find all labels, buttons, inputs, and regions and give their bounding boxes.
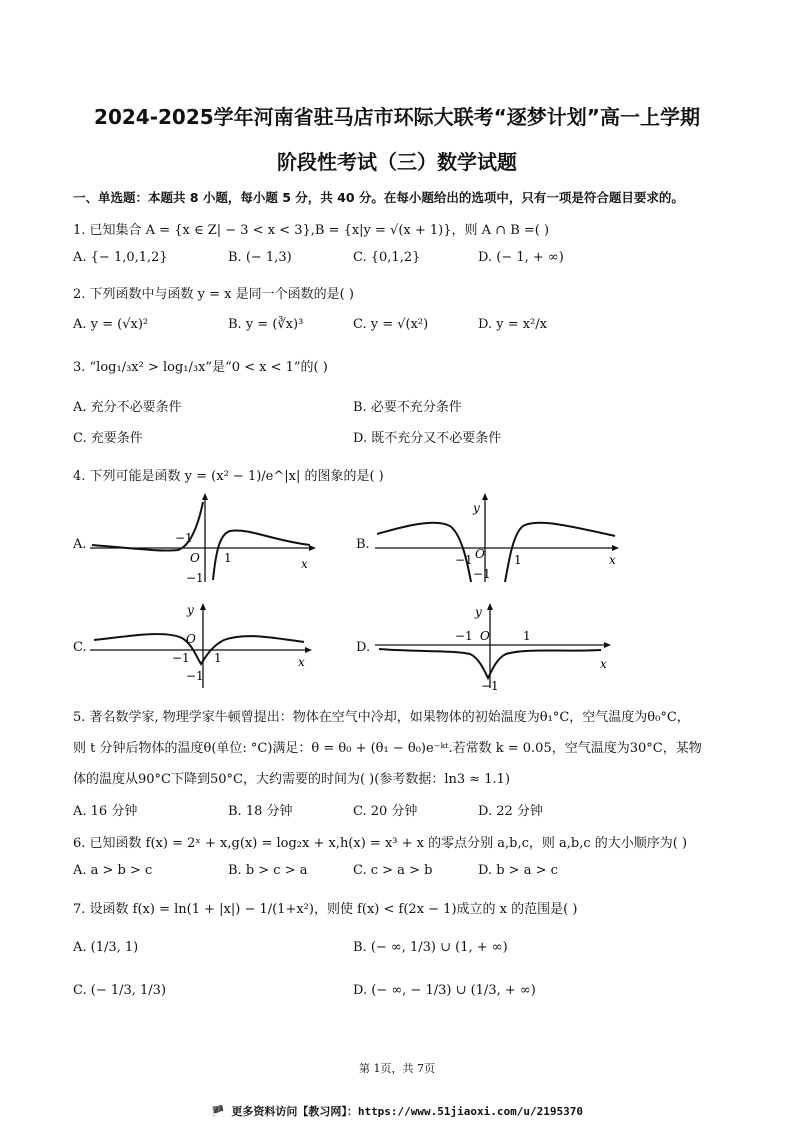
graph-d-negy-label: −1 — [481, 679, 499, 690]
graph-d-y-label: y — [475, 605, 482, 619]
q3-option-b: B. 必要不充分条件 — [353, 400, 462, 415]
graph-a-origin-label: O — [190, 551, 200, 565]
graph-a-x-label: x — [301, 557, 308, 571]
graph-b-origin-label: O — [475, 547, 485, 561]
q6-option-d: D. b > a > c — [478, 863, 558, 878]
q4-option-a: A. — [73, 537, 87, 552]
q2-option-d: D. y = x²/x — [478, 317, 547, 332]
graph-b-x-label: x — [609, 553, 616, 567]
q6-option-c: C. c > a > b — [353, 863, 433, 878]
q4-option-b: B. — [356, 537, 370, 552]
q1-option-a: A. {− 1,0,1,2} — [73, 250, 168, 265]
q7-option-d: D. (− ∞, − 1/3) ∪ (1/3, + ∞) — [353, 983, 536, 998]
q7-option-a: A. (1/3, 1) — [73, 940, 139, 955]
q6-option-a: A. a > b > c — [73, 863, 153, 878]
q5-option-a: A. 16 分钟 — [73, 804, 138, 819]
graph-a-one-label: 1 — [224, 551, 232, 565]
q7-option-c: C. (− 1/3, 1/3) — [73, 983, 167, 998]
section-heading: 一、单选题：本题共 8 小题，每小题 5 分，共 40 分。在每小题给出的选项中，只有一项是符合题目要求的。 — [73, 190, 684, 205]
graph-b-y-label: y — [473, 501, 480, 515]
question-7-stem: 7. 设函数 f(x) = ln(1 + |x|) − 1/(1+x²)，则使 f(x) < f(2x − 1)成立的 x 的范围是( ) — [73, 902, 578, 917]
graph-a-negy-label: −1 — [186, 571, 204, 585]
graph-b-one-label: 1 — [514, 553, 522, 567]
q6-option-b: B. b > c > a — [228, 863, 308, 878]
graph-c-origin-label: O — [186, 632, 196, 646]
graph-c-y-label: y — [187, 603, 194, 617]
page-footer: 第 1页，共 7页 — [359, 1062, 435, 1075]
paper-title-line2: 阶段性考试（三）数学试题 — [277, 150, 517, 174]
q5-option-c: C. 20 分钟 — [353, 804, 418, 819]
graph-c — [90, 600, 320, 690]
question-5-stem-line3: 体的温度从90°C下降到50°C，大约需要的时间为( )(参考数据：ln3 ≈ 1.1) — [73, 772, 511, 787]
graph-c-x-label: x — [298, 655, 305, 669]
q1-option-c: C. {0,1,2} — [353, 250, 421, 265]
graph-b-neg1-label: −1 — [455, 553, 473, 567]
q4-option-d: D. — [356, 640, 371, 655]
question-2-stem: 2. 下列函数中与函数 y = x 是同一个函数的是( ) — [73, 287, 354, 302]
question-4-stem: 4. 下列可能是函数 y = (x² − 1)/e^|x| 的图象的是( ) — [73, 469, 384, 484]
graph-c-one-label: 1 — [214, 651, 222, 665]
graph-c-negy-label: −1 — [186, 669, 204, 683]
question-1-stem: 1. 已知集合 A = {x ∈ Z| − 3 < x < 3},B = {x|y = √(x + 1)}，则 A ∩ B =( ) — [73, 223, 550, 238]
q5-option-d: D. 22 分钟 — [478, 804, 543, 819]
paper-title-line1: 2024-2025学年河南省驻马店市环际大联考“逐梦计划”高一上学期 — [94, 105, 700, 129]
graph-d-origin-label: O — [480, 629, 490, 643]
q7-option-b: B. (− ∞, 1/3) ∪ (1, + ∞) — [353, 940, 508, 955]
graph-d-one-label: 1 — [523, 629, 531, 643]
q1-option-b: B. (− 1,3) — [228, 250, 292, 265]
q3-option-c: C. 充要条件 — [73, 431, 143, 446]
question-3-stem: 3. “log₁/₃x² > log₁/₃x”是“0 < x < 1”的( ) — [73, 360, 328, 375]
graph-c-neg1-label: −1 — [172, 651, 190, 665]
q3-option-a: A. 充分不必要条件 — [73, 400, 182, 415]
q2-option-c: C. y = √(x²) — [353, 317, 429, 332]
graph-d-x-label: x — [600, 657, 607, 671]
q2-option-b: B. y = (∛x)³ — [228, 317, 304, 332]
question-6-stem: 6. 已知函数 f(x) = 2ˣ + x,g(x) = log₂x + x,h(x) = x³ + x 的零点分别 a,b,c，则 a,b,c 的大小顺序为( ) — [73, 836, 688, 851]
q1-option-d: D. (− 1, + ∞) — [478, 250, 564, 265]
q3-option-d: D. 既不充分又不必要条件 — [353, 431, 502, 446]
graph-d — [375, 600, 625, 690]
graph-a — [90, 490, 320, 585]
graph-b-negy-label: −1 — [473, 567, 491, 581]
q2-option-a: A. y = (√x)² — [73, 317, 149, 332]
q4-option-c: C. — [73, 640, 87, 655]
question-5-stem-line1: 5. 著名数学家, 物理学家牛顿曾提出：物体在空气中冷却，如果物体的初始温度为θ₁°C，空气温度为θ₀°C， — [73, 710, 690, 725]
graph-a-neg1-label: −1 — [175, 531, 193, 545]
q5-option-b: B. 18 分钟 — [228, 804, 293, 819]
resource-banner-link[interactable]: 🏴 更多资料访问【教习网】：https://www.51jiaoxi.com/u/2195370 — [211, 1105, 583, 1118]
graph-b — [375, 490, 625, 585]
graph-d-neg1-label: −1 — [455, 629, 473, 643]
question-5-stem-line2: 则 t 分钟后物体的温度θ(单位: °C)满足：θ = θ₀ + (θ₁ − θ₀)e⁻ᵏᵗ.若常数 k = 0.05，空气温度为30°C，某物 — [73, 741, 702, 756]
